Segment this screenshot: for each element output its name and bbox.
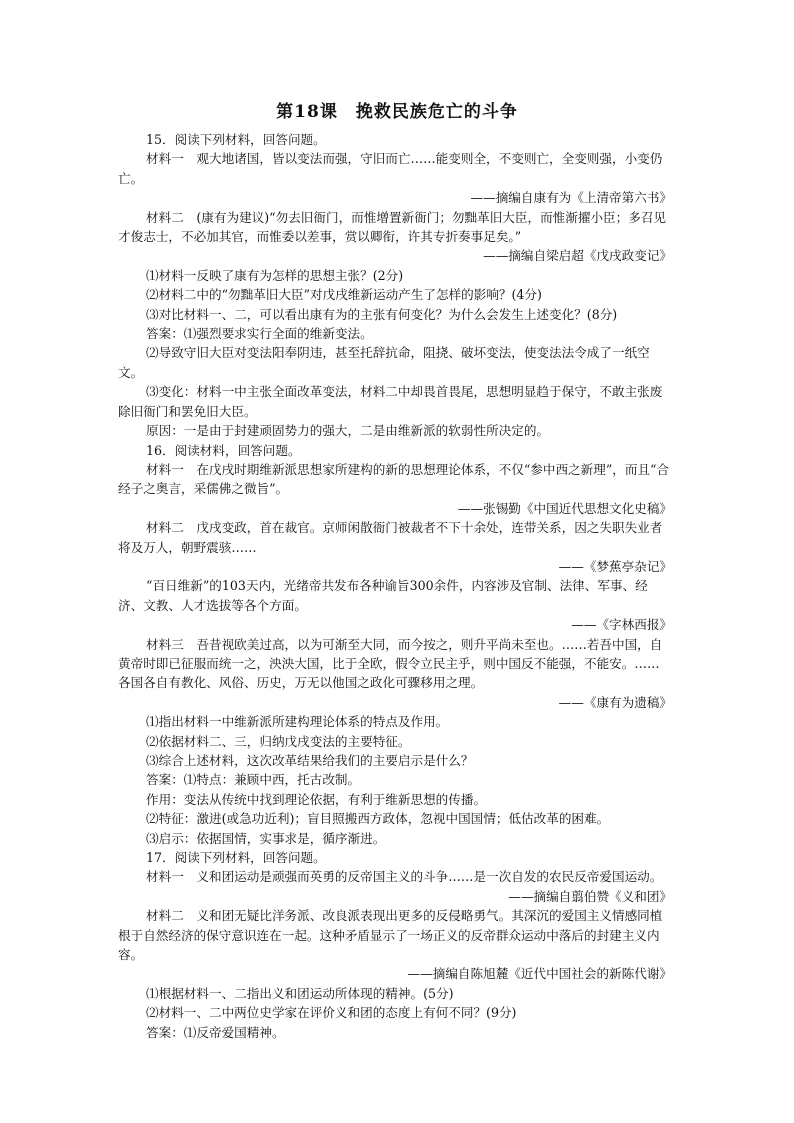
text-paragraph: 原因：一是由于封建顽固势力的强大，二是由维新派的软弱性所决定的。 [146, 423, 549, 439]
source-citation: ——《字林西报》 [571, 617, 672, 633]
text-paragraph: 材料一 观大地诸国，皆以变法而强，守旧而亡……能变则全，不变则亡，全变则强，小变仍亡。 [118, 151, 663, 186]
text-paragraph: “百日维新”的103天内，光绪帝共发布各种谕旨300余件，内容涉及官制、法律、军事、经济、文教、人才选拔等各个方面。 [118, 578, 648, 613]
source-citation: ——《梦蕉亭杂记》 [558, 558, 672, 574]
text-paragraph: 材料三 吾昔视欧美过高，以为可渐至大同，而今按之，则升平尚未至也。……若吾中国，自黄帝时即已征服而统一之，泱泱大国，比于全欧，假令立民主乎，则中国反不能强，不能安。……各国各自有教化、风俗、历史，万无以他国之政化可骤移用之理。 [118, 636, 663, 691]
text-paragraph: 材料二 戊戌变政，首在裁官。京师闲散衙门被裁者不下十余处，连带关系，因之失职失业者将及万人，朝野震骇…… [118, 520, 663, 555]
text-paragraph: 答案：⑴强烈要求实行全面的维新变法。 [146, 326, 373, 342]
text-paragraph: ⑶启示：依据国情，实事求是，循序渐进。 [146, 830, 386, 846]
source-citation: ——摘编自翦伯赞《义和团》 [508, 888, 672, 904]
text-paragraph: ⑴指出材料一中维新派所建构理论体系的特点及作用。 [146, 714, 449, 730]
source-citation: ——摘编自康有为《上清帝第六书》 [470, 190, 672, 206]
text-paragraph: 17．阅读下列材料，回答问题。 [146, 850, 326, 866]
text-paragraph: 16．阅读材料，回答问题。 [146, 442, 301, 458]
text-paragraph: ⑶综合上述材料，这次改革结果给我们的主要启示是什么？ [146, 753, 474, 768]
text-paragraph: 材料二 (康有为建议)“勿去旧衙门，而惟增置新衙门；勿黜革旧大臣，而惟渐擢小臣；多召见才俊志士，不必加其官，而惟委以差事，赏以卿衔，许其专折奏事足矣。” [118, 209, 667, 245]
text-paragraph: 材料一 在戊戌时期维新派思想家所建构的新的思想理论体系，不仅“参中西之新理”，而且“合经子之奥言，采儒佛之微旨”。 [118, 461, 670, 497]
text-paragraph: ⑶变化：材料一中主张全面改革变法，材料二中却畏首畏尾，思想明显趋于保守，不敢主张废除旧衙门和罢免旧大臣。 [118, 384, 663, 419]
lesson-title: 第18课 挽救民族危亡的斗争 [276, 102, 518, 122]
source-citation: ——《康有为遗稿》 [558, 694, 672, 710]
text-paragraph: ⑵导致守旧大臣对变法阳奉阴违，甚至托辞抗命，阻挠、破坏变法，使变法法令成了一纸空文。 [118, 345, 650, 380]
text-paragraph: 作用：变法从传统中找到理论依据，有利于维新思想的传播。 [146, 791, 487, 807]
text-paragraph: 答案：⑴特点：兼顾中西，托古改制。 [146, 772, 361, 788]
text-paragraph: ⑵特征：激进(或急功近利)；盲目照搬西方政体，忽视中国国情；低估改革的困难。 [146, 811, 610, 827]
text-paragraph: ⑶对比材料一、二，可以看出康有为的主张有何变化？为什么会发生上述变化？(8分) [146, 306, 618, 322]
source-citation: ——张锡勤《中国近代思想文化史稿》 [457, 500, 672, 516]
text-paragraph: ⑵依据材料二、三，归纳戊戌变法的主要特征。 [146, 733, 411, 749]
document-body [118, 130, 672, 1042]
text-paragraph: ⑴材料一反映了康有为怎样的思想主张？(2分) [146, 267, 404, 283]
text-paragraph: 15．阅读下列材料，回答问题。 [146, 132, 326, 147]
text-paragraph: ⑴根据材料一、二指出义和团运动所体现的精神。(5分) [146, 985, 454, 1001]
text-paragraph: 答案：⑴反帝爱国精神。 [146, 1024, 285, 1040]
source-citation: ——摘编自陈旭麓《近代中国社会的新陈代谢》 [407, 966, 672, 982]
text-paragraph: ⑵材料一、二中两位史学家在评价义和团的态度上有何不同？(9分) [146, 1005, 517, 1021]
text-paragraph: 材料二 义和团无疑比洋务派、改良派表现出更多的反侵略勇气。其深沉的爱国主义情感同植根于自然经济的保守意识连在一起。这种矛盾显示了一场正义的反帝群众运动中落后的封建主义内容。 [118, 908, 663, 963]
text-paragraph: 材料一 义和团运动是顽强而英勇的反帝国主义的斗争……是一次自发的农民反帝爱国运动。 [146, 869, 663, 885]
text-paragraph: ⑵材料二中的“勿黜革旧大臣”对戊戌维新运动产生了怎样的影响？(4分) [146, 287, 542, 303]
source-citation: ——摘编自梁启超《戊戌政变记》 [483, 248, 672, 264]
